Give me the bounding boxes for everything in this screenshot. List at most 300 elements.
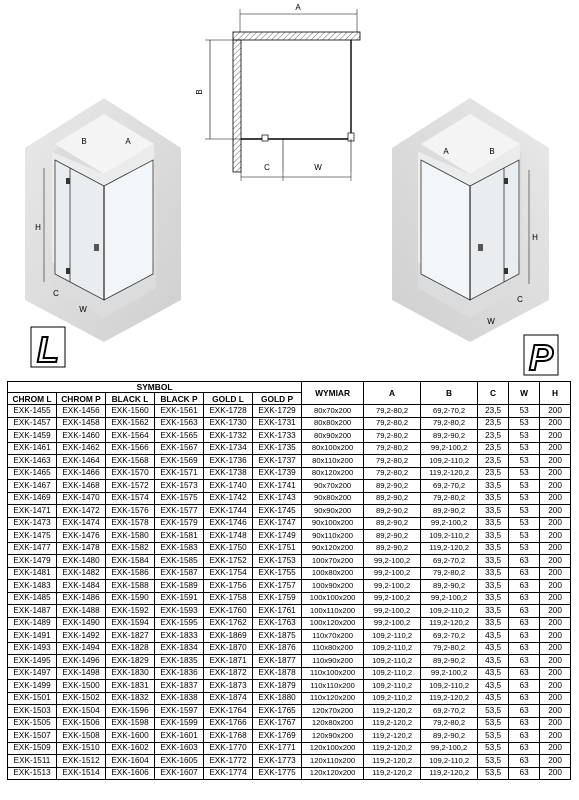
cell-b: 119,2-120,2: [421, 767, 478, 780]
cell-gold-p: EXK-1775: [253, 767, 302, 780]
cell-chrom-p: EXK-1458: [57, 417, 106, 430]
cell-c: 43,5: [478, 667, 509, 680]
cell-a: 119,2-120,2: [364, 705, 421, 718]
cell-black-p: EXK-1585: [155, 555, 204, 568]
cell-black-p: EXK-1575: [155, 492, 204, 505]
cell-gold-p: EXK-1763: [253, 617, 302, 630]
cell-w: 63: [509, 680, 540, 693]
cell-c: 23,5: [478, 442, 509, 455]
cell-b: 89,2-90,2: [421, 580, 478, 593]
cell-c: 33,5: [478, 592, 509, 605]
table-row: [8, 505, 571, 518]
cell-chrom-p: EXK-1462: [57, 442, 106, 455]
cell-c: 53,5: [478, 705, 509, 718]
cell-black-l: EXK-1570: [106, 467, 155, 480]
cell-chrom-l: EXK-1461: [8, 442, 57, 455]
cell-chrom-p: EXK-1466: [57, 467, 106, 480]
cell-black-p: EXK-1605: [155, 755, 204, 768]
cell-wymiar: 80x90x200: [302, 430, 364, 443]
cell-gold-p: EXK-1741: [253, 480, 302, 493]
table-body: [8, 405, 571, 780]
cell-chrom-p: EXK-1502: [57, 692, 106, 705]
cell-wymiar: 110x80x200: [302, 642, 364, 655]
cell-gold-p: EXK-1771: [253, 742, 302, 755]
cell-h: 200: [540, 417, 571, 430]
cell-chrom-p: EXK-1500: [57, 680, 106, 693]
table-row: [8, 592, 571, 605]
plan-label-w: W: [314, 163, 322, 172]
cell-chrom-l: EXK-1457: [8, 417, 57, 430]
cell-b: 119,2-120,2: [421, 467, 478, 480]
cell-b: 89,2-90,2: [421, 505, 478, 518]
cell-gold-p: EXK-1765: [253, 705, 302, 718]
cell-b: 99,2-100,2: [421, 517, 478, 530]
cell-h: 200: [540, 742, 571, 755]
cell-c: 23,5: [478, 467, 509, 480]
cell-w: 63: [509, 642, 540, 655]
cell-chrom-l: EXK-1485: [8, 592, 57, 605]
cell-a: 119,2-120,2: [364, 742, 421, 755]
cell-a: 79,2-80,2: [364, 430, 421, 443]
cell-w: 63: [509, 755, 540, 768]
cell-c: 53,5: [478, 742, 509, 755]
right-label-h: H: [532, 233, 538, 242]
cell-a: 109,2-110,2: [364, 642, 421, 655]
cell-black-l: EXK-1562: [106, 417, 155, 430]
cell-gold-p: EXK-1769: [253, 730, 302, 743]
cell-gold-l: EXK-1772: [204, 755, 253, 768]
cell-wymiar: 80x80x200: [302, 417, 364, 430]
right-label-c: C: [517, 295, 523, 304]
cell-wymiar: 100x110x200: [302, 605, 364, 618]
cell-w: 63: [509, 580, 540, 593]
cell-chrom-l: EXK-1503: [8, 705, 57, 718]
cell-black-p: EXK-1601: [155, 730, 204, 743]
cell-wymiar: 110x90x200: [302, 655, 364, 668]
cell-gold-l: EXK-1871: [204, 655, 253, 668]
cell-a: 99,2-100,2: [364, 605, 421, 618]
cell-black-l: EXK-1832: [106, 692, 155, 705]
cell-c: 43,5: [478, 692, 509, 705]
cell-black-p: EXK-1833: [155, 630, 204, 643]
cell-c: 33,5: [478, 555, 509, 568]
column-header-b: B: [421, 382, 478, 405]
cell-wymiar: 90x70x200: [302, 480, 364, 493]
cell-black-l: EXK-1582: [106, 542, 155, 555]
cell-gold-p: EXK-1753: [253, 555, 302, 568]
column-header-wymiar: WYMIAR: [302, 382, 364, 405]
cell-h: 200: [540, 530, 571, 543]
cell-gold-p: EXK-1749: [253, 530, 302, 543]
cell-gold-l: EXK-1752: [204, 555, 253, 568]
cell-w: 53: [509, 542, 540, 555]
cell-black-l: EXK-1600: [106, 730, 155, 743]
table-row: [8, 492, 571, 505]
cell-a: 79,2-80,2: [364, 405, 421, 418]
cell-a: 89,2-90,2: [364, 492, 421, 505]
cell-gold-l: EXK-1750: [204, 542, 253, 555]
left-label-w: W: [79, 305, 87, 314]
cell-h: 200: [540, 730, 571, 743]
cell-black-l: EXK-1580: [106, 530, 155, 543]
cell-a: 89,2-90,2: [364, 505, 421, 518]
cell-h: 200: [540, 617, 571, 630]
cell-w: 63: [509, 567, 540, 580]
cell-b: 79,2-80,2: [421, 417, 478, 430]
cell-chrom-l: EXK-1493: [8, 642, 57, 655]
column-header-h: H: [540, 382, 571, 405]
cell-chrom-l: EXK-1495: [8, 655, 57, 668]
cell-black-l: EXK-1576: [106, 505, 155, 518]
column-header-black-p: BLACK P: [155, 393, 204, 405]
cell-a: 109,2-110,2: [364, 655, 421, 668]
cell-black-p: EXK-1573: [155, 480, 204, 493]
cell-gold-p: EXK-1880: [253, 692, 302, 705]
table-row: [8, 692, 571, 705]
cell-c: 33,5: [478, 530, 509, 543]
cell-h: 200: [540, 542, 571, 555]
cell-gold-p: EXK-1737: [253, 455, 302, 468]
cell-gold-p: EXK-1876: [253, 642, 302, 655]
column-header-c: C: [478, 382, 509, 405]
cell-gold-l: EXK-1768: [204, 730, 253, 743]
cell-wymiar: 120x90x200: [302, 730, 364, 743]
cell-w: 63: [509, 655, 540, 668]
cell-gold-p: EXK-1751: [253, 542, 302, 555]
cell-chrom-l: EXK-1491: [8, 630, 57, 643]
cell-h: 200: [540, 580, 571, 593]
cell-black-p: EXK-1567: [155, 442, 204, 455]
cell-wymiar: 120x110x200: [302, 755, 364, 768]
cell-chrom-p: EXK-1478: [57, 542, 106, 555]
table-row: [8, 667, 571, 680]
cell-b: 69,2-70,2: [421, 630, 478, 643]
cell-gold-l: EXK-1872: [204, 667, 253, 680]
cell-chrom-p: EXK-1482: [57, 567, 106, 580]
cell-chrom-p: EXK-1460: [57, 430, 106, 443]
cell-gold-p: EXK-1879: [253, 680, 302, 693]
cell-black-p: EXK-1563: [155, 417, 204, 430]
cell-c: 53,5: [478, 730, 509, 743]
cell-gold-l: EXK-1870: [204, 642, 253, 655]
cell-gold-l: EXK-1738: [204, 467, 253, 480]
cell-w: 53: [509, 430, 540, 443]
cell-w: 53: [509, 530, 540, 543]
plan-top-wall: [233, 32, 360, 40]
cell-chrom-p: EXK-1512: [57, 755, 106, 768]
right-label-w: W: [487, 317, 495, 326]
cell-h: 200: [540, 692, 571, 705]
cell-wymiar: 110x120x200: [302, 692, 364, 705]
cell-gold-p: EXK-1877: [253, 655, 302, 668]
cell-w: 53: [509, 517, 540, 530]
cell-gold-l: EXK-1869: [204, 630, 253, 643]
cell-a: 99,2-100,2: [364, 567, 421, 580]
cell-gold-p: EXK-1755: [253, 567, 302, 580]
cell-c: 33,5: [478, 567, 509, 580]
cell-a: 99,2-100,2: [364, 617, 421, 630]
cell-c: 53,5: [478, 755, 509, 768]
table-row: [8, 530, 571, 543]
plan-left-wall: [233, 40, 241, 172]
cell-black-p: EXK-1589: [155, 580, 204, 593]
cell-w: 53: [509, 455, 540, 468]
table-row: [8, 630, 571, 643]
cell-b: 119,2-120,2: [421, 542, 478, 555]
cell-black-p: EXK-1836: [155, 667, 204, 680]
left-label-a: A: [125, 137, 131, 146]
cell-w: 53: [509, 492, 540, 505]
cell-black-p: EXK-1838: [155, 692, 204, 705]
cell-chrom-l: EXK-1489: [8, 617, 57, 630]
cell-b: 89,2-90,2: [421, 730, 478, 743]
cell-wymiar: 100x100x200: [302, 592, 364, 605]
cell-h: 200: [540, 592, 571, 605]
column-header-chrom-l: CHROM L: [8, 393, 57, 405]
cell-gold-l: EXK-1728: [204, 405, 253, 418]
cell-chrom-p: EXK-1490: [57, 617, 106, 630]
cell-chrom-p: EXK-1474: [57, 517, 106, 530]
column-header-gold-p: GOLD P: [253, 393, 302, 405]
cell-h: 200: [540, 767, 571, 780]
cell-c: 53,5: [478, 767, 509, 780]
cell-black-l: EXK-1590: [106, 592, 155, 605]
cell-a: 119,2-120,2: [364, 755, 421, 768]
cell-b: 79,2-80,2: [421, 642, 478, 655]
cell-chrom-p: EXK-1486: [57, 592, 106, 605]
cell-chrom-p: EXK-1496: [57, 655, 106, 668]
table-row: [8, 655, 571, 668]
cell-a: 99,2-100,2: [364, 555, 421, 568]
cell-c: 43,5: [478, 680, 509, 693]
cell-gold-l: EXK-1748: [204, 530, 253, 543]
table-row: [8, 567, 571, 580]
plan-label-a: A: [295, 3, 301, 12]
cell-gold-l: EXK-1764: [204, 705, 253, 718]
cell-gold-l: EXK-1874: [204, 692, 253, 705]
cell-a: 89,2-90,2: [364, 542, 421, 555]
cell-gold-l: EXK-1754: [204, 567, 253, 580]
cell-h: 200: [540, 430, 571, 443]
cell-h: 200: [540, 655, 571, 668]
cell-c: 43,5: [478, 642, 509, 655]
cell-a: 109,2-110,2: [364, 667, 421, 680]
cell-wymiar: 80x100x200: [302, 442, 364, 455]
cell-chrom-p: EXK-1476: [57, 530, 106, 543]
cell-c: 33,5: [478, 605, 509, 618]
cell-a: 99,2-100,2: [364, 592, 421, 605]
plan-label-c: C: [264, 163, 270, 172]
cell-b: 119,2-120,2: [421, 692, 478, 705]
cell-black-p: EXK-1599: [155, 717, 204, 730]
cell-a: 99,2-100,2: [364, 580, 421, 593]
cell-chrom-p: EXK-1472: [57, 505, 106, 518]
cell-black-l: EXK-1560: [106, 405, 155, 418]
cell-a: 109,2-110,2: [364, 680, 421, 693]
cell-b: 109,2-110,2: [421, 755, 478, 768]
cell-chrom-p: EXK-1470: [57, 492, 106, 505]
cell-wymiar: 90x120x200: [302, 542, 364, 555]
cell-gold-p: EXK-1729: [253, 405, 302, 418]
cell-gold-l: EXK-1746: [204, 517, 253, 530]
cell-chrom-p: EXK-1488: [57, 605, 106, 618]
table-row: [8, 467, 571, 480]
cell-wymiar: 120x100x200: [302, 742, 364, 755]
cell-chrom-p: EXK-1504: [57, 705, 106, 718]
cell-h: 200: [540, 667, 571, 680]
table-row: [8, 455, 571, 468]
cell-a: 119,2-120,2: [364, 730, 421, 743]
cell-gold-l: EXK-1740: [204, 480, 253, 493]
cell-c: 33,5: [478, 505, 509, 518]
cell-h: 200: [540, 705, 571, 718]
cell-b: 89,2-90,2: [421, 655, 478, 668]
cell-black-p: EXK-1571: [155, 467, 204, 480]
cell-chrom-l: EXK-1507: [8, 730, 57, 743]
cell-black-p: EXK-1577: [155, 505, 204, 518]
cell-w: 63: [509, 617, 540, 630]
column-header-a: A: [364, 382, 421, 405]
cell-black-l: EXK-1829: [106, 655, 155, 668]
cell-b: 109,2-110,2: [421, 530, 478, 543]
table-row: [8, 517, 571, 530]
left-label-c: C: [53, 289, 59, 298]
cell-black-l: EXK-1584: [106, 555, 155, 568]
cell-b: 69,2-70,2: [421, 405, 478, 418]
cell-gold-p: EXK-1878: [253, 667, 302, 680]
cell-w: 63: [509, 717, 540, 730]
left-label-b: B: [81, 137, 87, 146]
cell-black-l: EXK-1604: [106, 755, 155, 768]
table-row: [8, 717, 571, 730]
cell-a: 79,2-80,2: [364, 455, 421, 468]
cell-chrom-l: EXK-1463: [8, 455, 57, 468]
table-row: [8, 580, 571, 593]
cell-chrom-p: EXK-1514: [57, 767, 106, 780]
table-row: [8, 605, 571, 618]
cell-chrom-l: EXK-1501: [8, 692, 57, 705]
cell-chrom-l: EXK-1497: [8, 667, 57, 680]
cell-wymiar: 110x70x200: [302, 630, 364, 643]
cell-gold-p: EXK-1731: [253, 417, 302, 430]
cell-c: 53,5: [478, 717, 509, 730]
cell-b: 69,2-70,2: [421, 555, 478, 568]
cell-a: 109,2-110,2: [364, 630, 421, 643]
table-row: [8, 417, 571, 430]
cell-gold-l: EXK-1734: [204, 442, 253, 455]
cell-h: 200: [540, 405, 571, 418]
cell-gold-p: EXK-1773: [253, 755, 302, 768]
cell-c: 33,5: [478, 480, 509, 493]
cell-chrom-p: EXK-1480: [57, 555, 106, 568]
cell-gold-l: EXK-1742: [204, 492, 253, 505]
cell-gold-p: EXK-1875: [253, 630, 302, 643]
cell-black-l: EXK-1578: [106, 517, 155, 530]
cell-c: 43,5: [478, 630, 509, 643]
cell-w: 63: [509, 555, 540, 568]
cell-h: 200: [540, 717, 571, 730]
cell-c: 33,5: [478, 580, 509, 593]
cell-b: 109,2-110,2: [421, 605, 478, 618]
cell-h: 200: [540, 517, 571, 530]
cell-b: 79,2-80,2: [421, 717, 478, 730]
table-row: [8, 430, 571, 443]
table-row: [8, 755, 571, 768]
cell-chrom-l: EXK-1487: [8, 605, 57, 618]
cell-wymiar: 90x90x200: [302, 505, 364, 518]
cell-chrom-l: EXK-1455: [8, 405, 57, 418]
plan-view: [195, 3, 360, 181]
cell-chrom-l: EXK-1481: [8, 567, 57, 580]
cell-a: 119,2-120,2: [364, 717, 421, 730]
cell-gold-l: EXK-1758: [204, 592, 253, 605]
cell-b: 99,2-100,2: [421, 442, 478, 455]
cell-w: 63: [509, 630, 540, 643]
cell-chrom-p: EXK-1456: [57, 405, 106, 418]
cell-gold-l: EXK-1760: [204, 605, 253, 618]
cell-c: 23,5: [478, 430, 509, 443]
cell-gold-l: EXK-1756: [204, 580, 253, 593]
cell-gold-p: EXK-1747: [253, 517, 302, 530]
cell-wymiar: 80x110x200: [302, 455, 364, 468]
table-row: [8, 680, 571, 693]
cell-chrom-l: EXK-1479: [8, 555, 57, 568]
cell-gold-p: EXK-1735: [253, 442, 302, 455]
cell-black-l: EXK-1830: [106, 667, 155, 680]
cell-black-p: EXK-1607: [155, 767, 204, 780]
cell-chrom-p: EXK-1510: [57, 742, 106, 755]
cell-chrom-p: EXK-1506: [57, 717, 106, 730]
cell-w: 53: [509, 417, 540, 430]
cell-gold-p: EXK-1767: [253, 717, 302, 730]
right-label-a: A: [443, 147, 449, 156]
cell-c: 43,5: [478, 655, 509, 668]
cell-w: 63: [509, 692, 540, 705]
cell-w: 63: [509, 730, 540, 743]
cell-w: 53: [509, 505, 540, 518]
table-row: [8, 705, 571, 718]
table-row: [8, 405, 571, 418]
cell-wymiar: 120x120x200: [302, 767, 364, 780]
cell-c: 33,5: [478, 492, 509, 505]
cell-chrom-p: EXK-1492: [57, 630, 106, 643]
cell-chrom-p: EXK-1508: [57, 730, 106, 743]
cell-h: 200: [540, 642, 571, 655]
column-header-gold-l: GOLD L: [204, 393, 253, 405]
cell-black-p: EXK-1561: [155, 405, 204, 418]
cell-chrom-l: EXK-1465: [8, 467, 57, 480]
table-row: [8, 642, 571, 655]
cell-black-l: EXK-1827: [106, 630, 155, 643]
cell-black-l: EXK-1574: [106, 492, 155, 505]
cell-w: 63: [509, 605, 540, 618]
cell-b: 89,2-90,2: [421, 430, 478, 443]
cell-c: 33,5: [478, 617, 509, 630]
cell-chrom-p: EXK-1494: [57, 642, 106, 655]
cell-wymiar: 100x80x200: [302, 567, 364, 580]
cell-black-l: EXK-1572: [106, 480, 155, 493]
cell-black-p: EXK-1583: [155, 542, 204, 555]
cell-c: 23,5: [478, 417, 509, 430]
cell-gold-p: EXK-1743: [253, 492, 302, 505]
table-row: [8, 442, 571, 455]
cell-h: 200: [540, 442, 571, 455]
cell-b: 79,2-80,2: [421, 492, 478, 505]
cell-w: 53: [509, 480, 540, 493]
cell-gold-l: EXK-1744: [204, 505, 253, 518]
cell-black-l: EXK-1568: [106, 455, 155, 468]
cell-a: 109,2-110,2: [364, 692, 421, 705]
